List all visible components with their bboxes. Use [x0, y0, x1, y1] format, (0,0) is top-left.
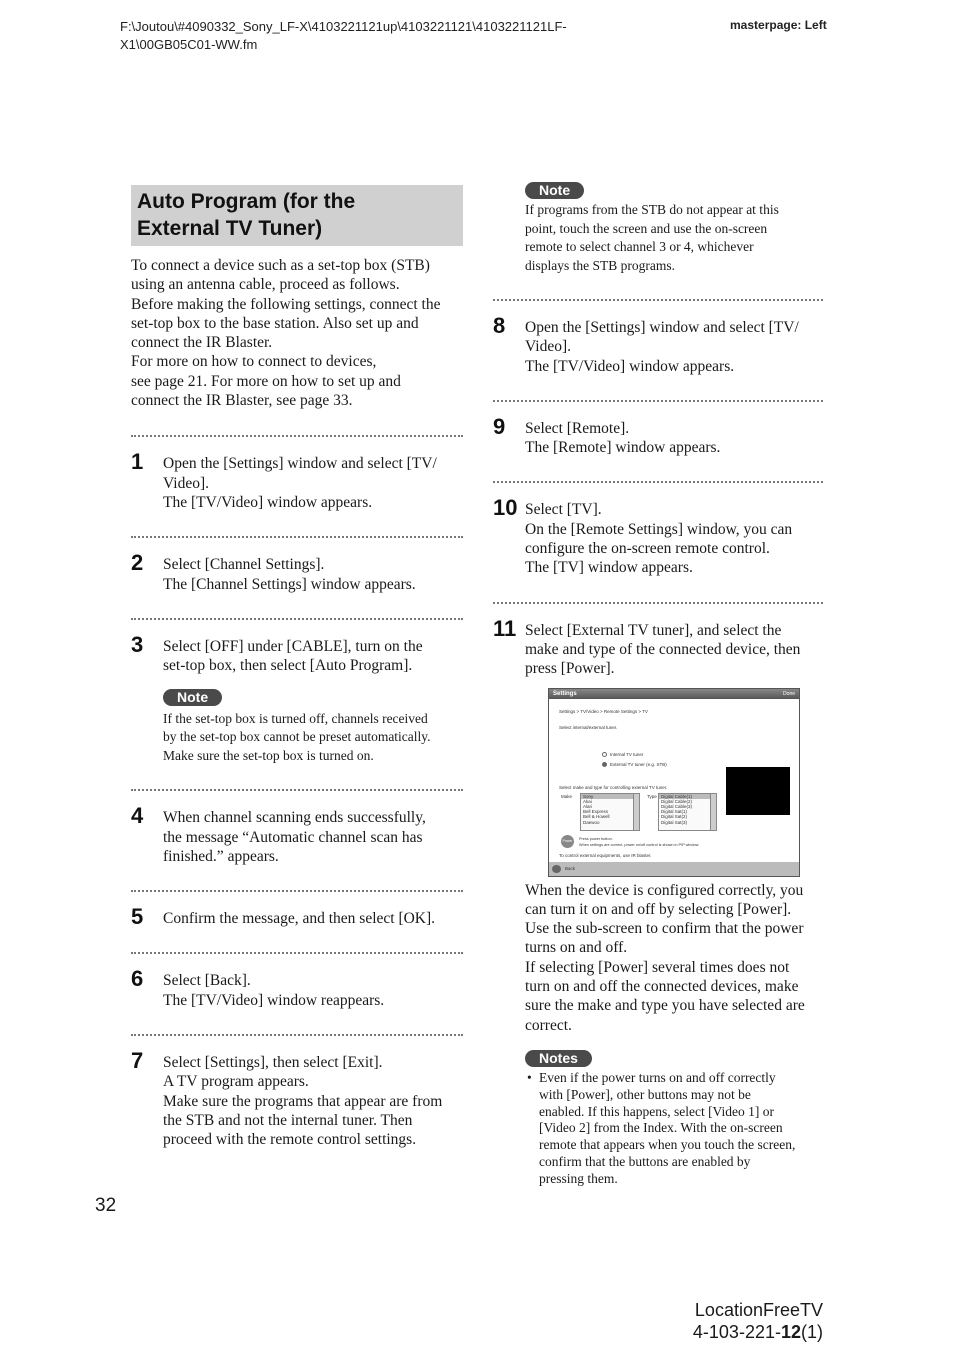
divider: [131, 435, 463, 437]
step-text: proceed with the remote control settings.: [163, 1131, 417, 1149]
note-block: [163, 688, 463, 765]
notes-bullet: [525, 1070, 823, 1188]
step-number: 4: [131, 803, 144, 829]
paragraph-line: If selecting [Power] several times does not: [525, 958, 790, 976]
note-text: [525, 201, 823, 275]
screenshot-done-label: Done: [783, 690, 795, 697]
intro-line: Before making the following settings, connect the: [131, 295, 441, 313]
note-line: Make sure the set-top box is turned on.: [163, 747, 374, 763]
paragraph-line: turns on and off.: [525, 939, 628, 957]
page-number: 32: [95, 1195, 117, 1216]
step-text: Open the [Settings] window and select [TV/: [525, 319, 799, 336]
divider: [131, 890, 463, 892]
step-text: A TV program appears.: [163, 1073, 309, 1091]
intro-line: To connect a device such as a set-top box (STB): [131, 257, 430, 274]
note-line: enabled. If this happens, select [Video 1] or: [539, 1103, 774, 1119]
step-text: Select [External TV tuner], and select the: [525, 621, 782, 639]
step-number: 1: [131, 449, 144, 475]
step-text: The [Channel Settings] window appears.: [163, 575, 416, 593]
screenshot-make-list: [580, 793, 636, 831]
paragraph-line: can turn it on and off by selecting [Power].: [525, 900, 792, 918]
step-text: The [Remote] window appears.: [525, 439, 721, 457]
step-7: [131, 1048, 463, 1149]
list-item: Digital Sat(2): [661, 814, 688, 820]
screenshot-make-type-label: Select make and type for controlling external TV tuner.: [559, 784, 668, 790]
radio-selected-icon: [602, 762, 607, 767]
intro-paragraph: [131, 256, 463, 410]
section-title-line-2: External TV Tuner): [137, 217, 323, 240]
step-text: Make sure the programs that appear are from: [163, 1092, 443, 1110]
divider: [493, 602, 823, 604]
radio-icon: [602, 752, 607, 757]
step-11: [493, 615, 823, 679]
screenshot-power-hint-2: When settings are correct, power on/off control is shown in PIP window.: [579, 842, 700, 847]
note-line: If the set-top box is turned off, channels received: [163, 710, 428, 726]
divider: [493, 400, 823, 402]
product-name: LocationFreeTV: [694, 1300, 823, 1320]
right-column: [493, 182, 823, 1188]
note-line: [Video 2] from the Index. With the on-screen: [539, 1120, 783, 1136]
code-prefix: 4-103-221-: [692, 1322, 781, 1342]
step-3: [131, 631, 463, 765]
scrollbar: [710, 793, 717, 831]
screenshot-select-label: Select internal/external tuner.: [559, 724, 618, 730]
screenshot-bottom-bar: [549, 862, 799, 876]
screenshot-make-label: Make: [561, 793, 573, 799]
step-text: make and type of the connected device, then: [525, 640, 801, 658]
intro-line: connect the IR Blaster, see page 33.: [131, 392, 353, 410]
notes-block-bottom: [493, 1050, 823, 1188]
step-text: When channel scanning ends successfully,: [163, 809, 426, 827]
step-2: [131, 550, 463, 594]
step-text: The [TV/Video] window appears.: [525, 357, 735, 375]
step-number: 7: [131, 1048, 144, 1074]
list-item: Digital Cable(2): [661, 798, 693, 804]
step-number: 5: [131, 904, 144, 930]
intro-line: For more on how to connect to devices,: [131, 353, 377, 371]
list-item: Akai: [583, 798, 592, 804]
paragraph-line: When the device is configured correctly, you: [525, 881, 804, 899]
divider: [131, 536, 463, 538]
masterpage-label: masterpage: Left: [730, 18, 827, 32]
note-badge: Note: [525, 182, 584, 199]
step-text: set-top box, then select [Auto Program].: [163, 657, 413, 675]
step-text: Select [TV].: [525, 501, 602, 519]
step-number: 11: [493, 615, 517, 641]
intro-line: using an antenna cable, proceed as follows.: [131, 276, 400, 294]
step-text: the message “Automatic channel scan has: [163, 828, 423, 846]
screenshot-titlebar: [549, 689, 799, 699]
file-path-line-2: X1\00GB05C01-WW.fm: [120, 37, 258, 52]
tv-settings-screenshot: [548, 688, 800, 877]
paragraph-line: sure the make and type you have selected are: [525, 997, 805, 1015]
note-badge: Note: [163, 689, 222, 706]
note-line: with [Power], other buttons may not be: [539, 1086, 751, 1102]
step-9: [493, 413, 823, 458]
step-number: 3: [131, 631, 144, 657]
step-number: 8: [493, 313, 506, 338]
divider: [131, 618, 463, 620]
intro-line: see page 21. For more on how to set up and: [131, 372, 401, 390]
file-path-line-1: F:\Joutou\#4090332_Sony_LF-X\4103221121up\4103221121\4103221121LF-: [120, 19, 567, 34]
screenshot-power-hint-1: Press power button.: [579, 836, 613, 841]
step-text: On the [Remote Settings] window, you can: [525, 520, 793, 538]
screenshot-title: Settings: [553, 690, 577, 697]
note-text: [163, 710, 463, 766]
section-title: [131, 185, 463, 246]
left-column: [131, 185, 463, 1150]
step-text: Select [Settings], then select [Exit].: [163, 1054, 383, 1072]
note-block-top: [493, 182, 823, 275]
note-line: remote that appears when you touch the screen,: [539, 1137, 796, 1153]
list-item: Digital Sat(1): [661, 809, 688, 815]
option-label: Internal TV tuner: [610, 751, 644, 757]
step-number: 2: [131, 550, 144, 576]
note-line: confirm that the buttons are enabled by: [539, 1153, 751, 1169]
list-item: Daewoo: [583, 819, 600, 825]
divider: [131, 952, 463, 954]
code-bold: 12: [780, 1322, 801, 1342]
step-text: The [TV/Video] window reappears.: [163, 991, 385, 1009]
step-text: The [TV] window appears.: [525, 559, 693, 577]
step-6: [131, 966, 463, 1010]
code-suffix: (1): [801, 1322, 823, 1342]
step-1: [131, 449, 463, 512]
step-text: the STB and not the internal tuner. Then: [163, 1111, 413, 1129]
note-line: pressing them.: [539, 1170, 618, 1186]
step-text: configure the on-screen remote control.: [525, 540, 770, 558]
screenshot-back-label: Back: [565, 865, 576, 871]
step-text: Select [Remote].: [525, 419, 630, 437]
divider: [131, 1034, 463, 1036]
screenshot-type-label: Type: [647, 793, 657, 799]
intro-line: set-top box to the base station. Also set up and: [131, 314, 419, 332]
note-line: remote to select channel 3 or 4, whichever: [525, 239, 754, 254]
step-4: [131, 803, 463, 866]
list-item: Digital Cable(3): [661, 803, 693, 809]
scrollbar: [633, 793, 640, 831]
list-item: Alari: [583, 803, 593, 809]
step-text: press [Power].: [525, 660, 615, 678]
file-path-header: [120, 18, 567, 54]
note-line: point, touch the screen and use the on-screen: [525, 220, 768, 236]
intro-line: connect the IR Blaster.: [131, 334, 273, 352]
step-text: Video].: [163, 474, 209, 492]
step-text: The [TV/Video] window appears.: [163, 493, 373, 511]
divider: [493, 481, 823, 483]
screenshot-option-internal: [602, 752, 643, 757]
screenshot-type-list: [658, 793, 713, 831]
list-item: Bell Express: [583, 809, 609, 815]
list-item: Sony: [581, 794, 635, 799]
list-item: Digital Cable(1): [659, 794, 712, 799]
step-text: Open the [Settings] window and select [TV/: [163, 455, 437, 473]
step-number: 6: [131, 966, 144, 992]
screenshot-power-button: Power: [561, 835, 574, 848]
after-screenshot-paragraph: [493, 881, 823, 1035]
list-item: Bell & Howell: [583, 814, 610, 820]
step-text: Confirm the message, and then select [OK].: [163, 910, 436, 928]
step-5: [131, 904, 463, 930]
product-code: [693, 1321, 823, 1343]
paragraph-line: correct.: [525, 1016, 572, 1034]
footer-product-code: [693, 1299, 823, 1343]
paragraph-line: Use the sub-screen to confirm that the power: [525, 920, 804, 938]
step-number: 10: [493, 495, 518, 521]
step-text: Select [Channel Settings].: [163, 556, 325, 574]
step-10: [493, 495, 823, 577]
screenshot-breadcrumb: Settings > TV/Video > Remote Settings > TV: [559, 708, 648, 714]
note-line: displays the STB programs.: [525, 257, 675, 273]
step-text: finished.” appears.: [163, 847, 279, 865]
step-number: 9: [493, 413, 506, 439]
divider: [131, 789, 463, 791]
step-text: Video].: [525, 338, 571, 356]
divider: [493, 299, 823, 301]
screenshot-ir-hint: To control external equipments, use IR blaster.: [559, 852, 652, 858]
notes-badge: Notes: [525, 1050, 592, 1067]
note-line: by the set-top box cannot be preset automatically.: [163, 729, 431, 745]
paragraph-line: turn on and off the connected devices, make: [525, 978, 799, 996]
step-text: Select [Back].: [163, 972, 251, 990]
section-title-line-1: Auto Program (for the: [137, 190, 356, 213]
sub-screen-preview: [726, 767, 790, 815]
back-icon: [552, 865, 561, 873]
note-line: If programs from the STB do not appear at this: [525, 202, 779, 217]
option-label: External TV tuner (e.g. STB): [610, 761, 667, 767]
step-text: Select [OFF] under [CABLE], turn on the: [163, 637, 423, 655]
list-item: Digital Sat(3): [661, 819, 688, 825]
note-line: • Even if the power turns on and off correctly: [539, 1069, 776, 1085]
screenshot-option-external: [602, 762, 667, 767]
step-8: [493, 313, 823, 376]
